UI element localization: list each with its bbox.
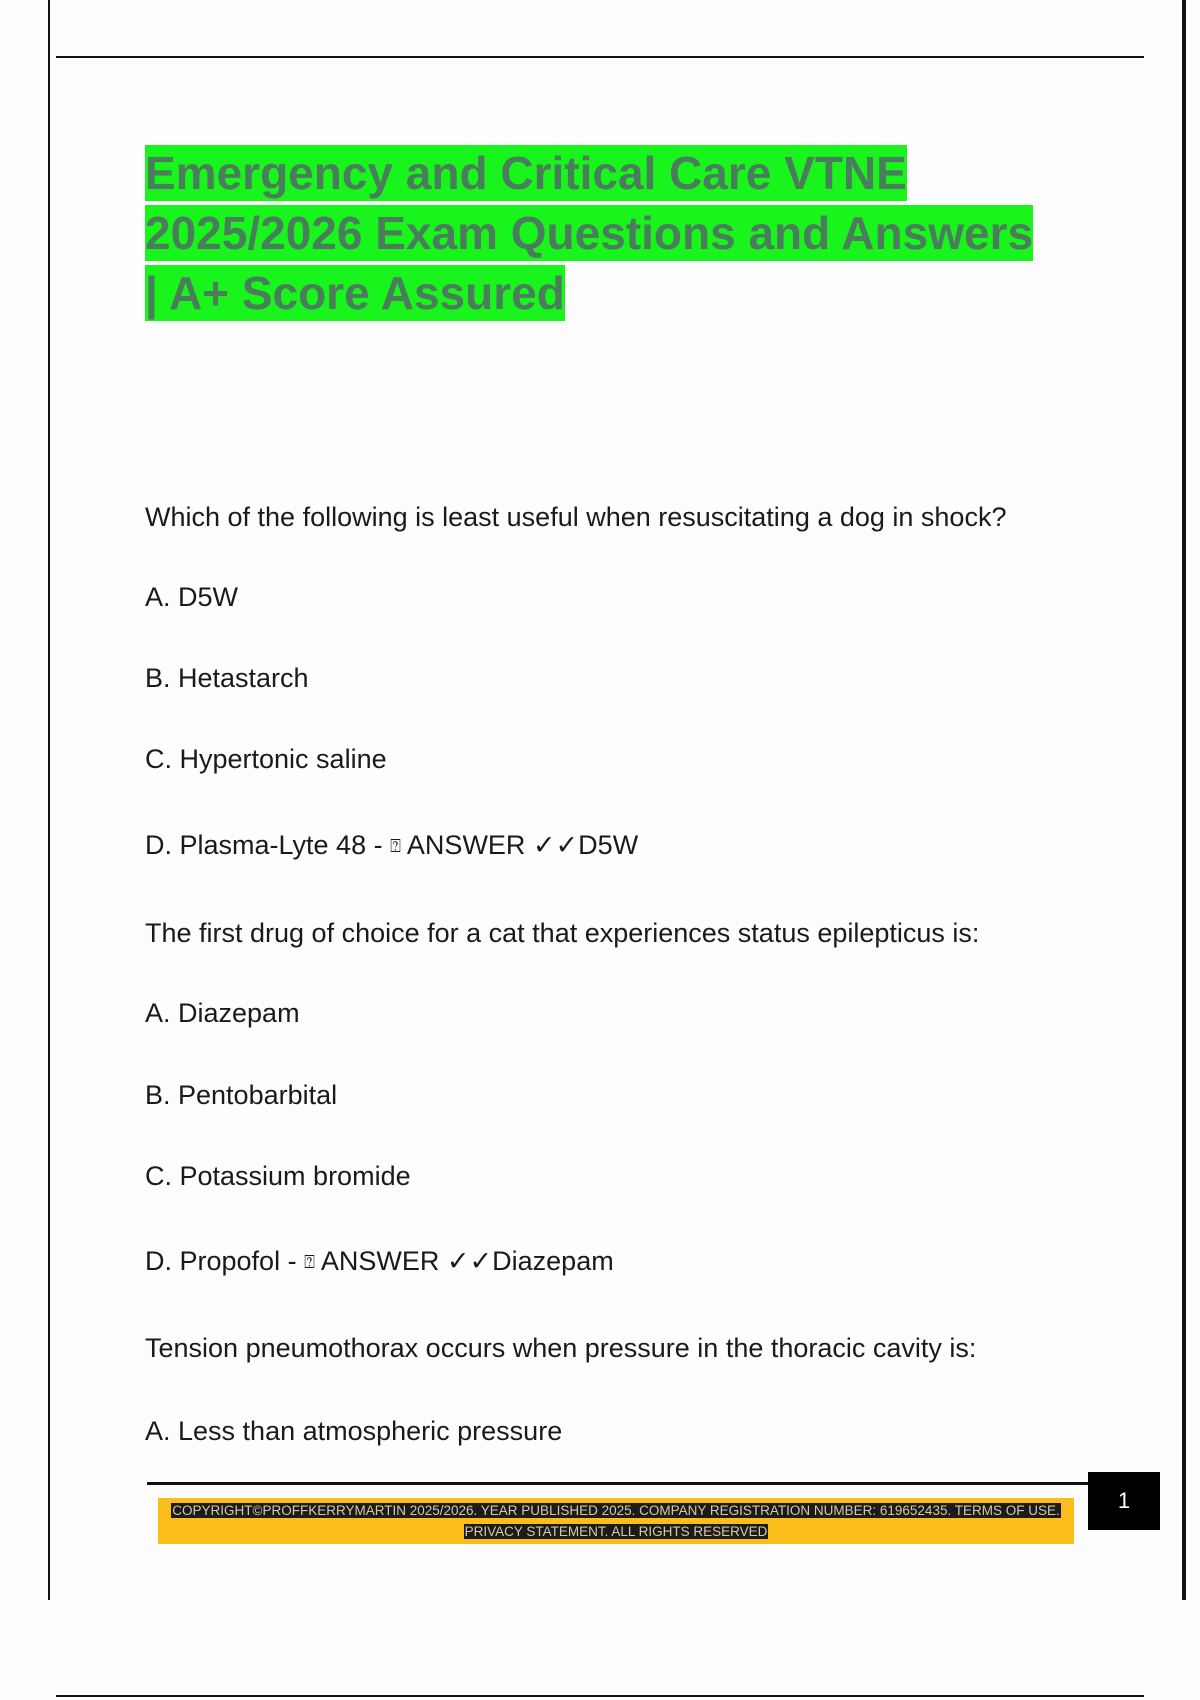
copyright-line-2: PRIVACY STATEMENT. ALL RIGHTS RESERVED (464, 1524, 768, 1539)
page-number: 1 (1088, 1472, 1160, 1530)
answer-option: C. Potassium bromide (145, 1161, 411, 1191)
question-text: Tension pneumothorax occurs when pressure in the thoracic cavity is: (145, 1333, 977, 1363)
answer-option: D. Plasma-Lyte 48 - (145, 830, 391, 860)
answer-option: A. D5W (145, 582, 239, 612)
document-title (145, 143, 1085, 323)
title-line-2: 2025/2026 Exam Questions and Answers (145, 207, 1034, 259)
page-border-right (1182, 0, 1186, 1600)
placeholder-glyph-icon: ⍰ (304, 1252, 315, 1272)
answer-option: A. Less than atmospheric pressure (145, 1416, 563, 1446)
answer-option: B. Pentobarbital (145, 1080, 338, 1110)
question-text: Which of the following is least useful when resuscitating a dog in shock? (145, 502, 1007, 532)
title-line-1: Emergency and Critical Care VTNE (145, 147, 907, 199)
placeholder-glyph-icon: ⍰ (390, 836, 401, 856)
copyright-line-1: COPYRIGHT©PROFFKERRYMARTIN 2025/2026. YEAR PUBLISHED 2025. COMPANY REGISTRATION NUMBER: 619652435. TERMS OF USE. (172, 1503, 1060, 1518)
answer-option: A. Diazepam (145, 998, 300, 1028)
footer-copyright (170, 1500, 1062, 1542)
answer-key: ANSWER ✓✓Diazepam (320, 1246, 614, 1276)
answer-option: C. Hypertonic saline (145, 744, 387, 774)
answer-key: ANSWER ✓✓D5W (406, 830, 639, 860)
title-line-3: | A+ Score Assured (145, 267, 565, 319)
answer-option: B. Hetastarch (145, 663, 309, 693)
footer-rule (147, 1482, 1089, 1485)
bottom-rule (56, 1695, 1144, 1697)
answer-option-with-key (145, 1244, 614, 1279)
answer-option-with-key (145, 828, 638, 863)
page-border-left (48, 0, 50, 1600)
header-rule (56, 56, 1144, 58)
answer-option: D. Propofol - (145, 1246, 305, 1276)
question-text: The first drug of choice for a cat that experiences status epilepticus is: (145, 918, 980, 948)
